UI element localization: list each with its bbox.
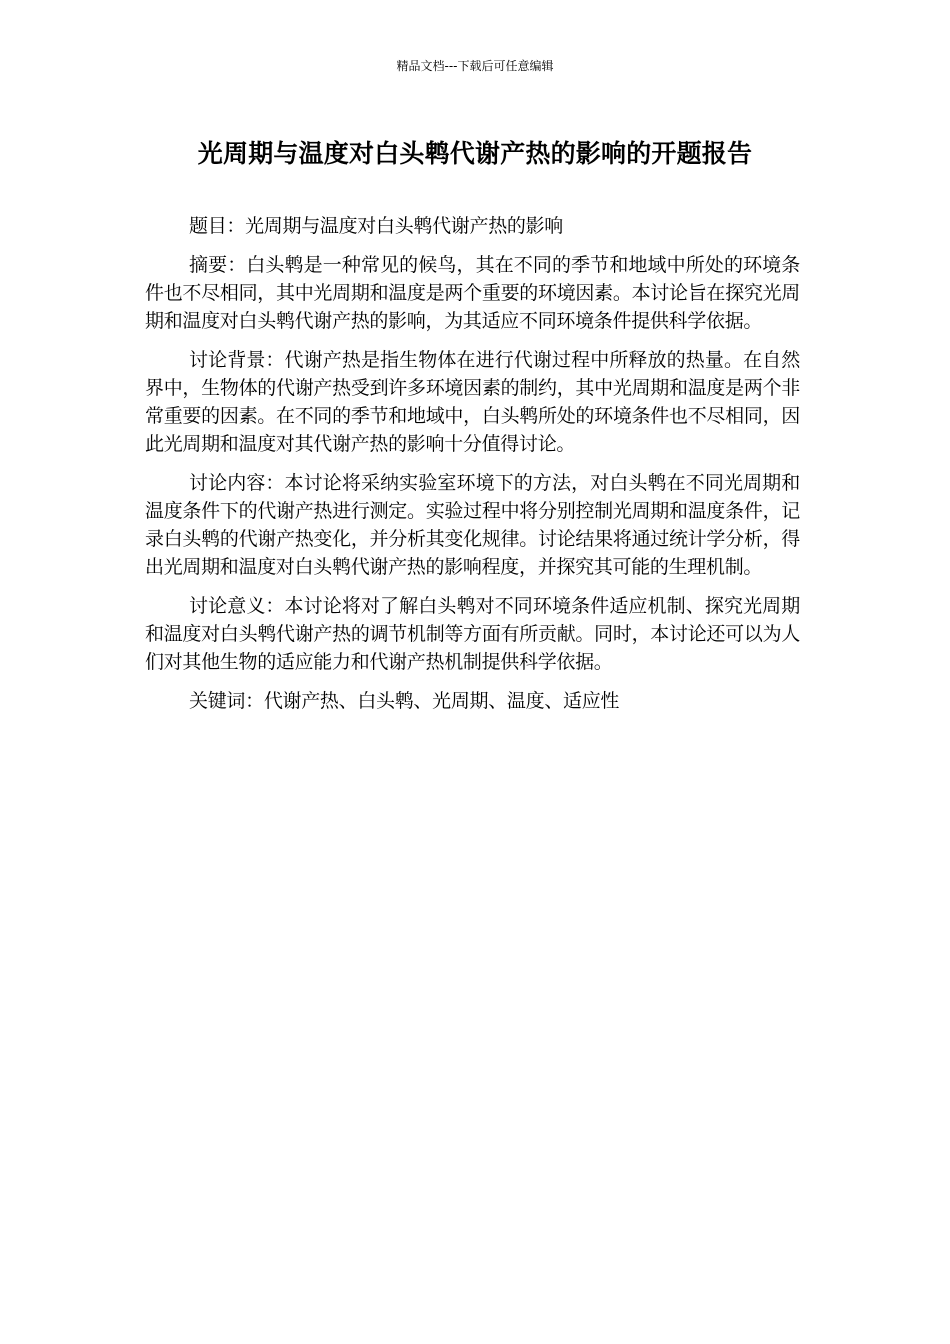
paragraph-label: 讨论意义： [189,595,285,617]
paragraph-content [145,469,800,581]
paragraph-text: 代谢产热是指生物体在进行代谢过程中所释放的热量。在自然界中，生物体的代谢产热受到许多环境因素的制约，其中光周期和温度是两个非常重要的因素。在不同的季节和地域中，白头鹎所处的环境条件也不尽相同，因此光周期和温度对其代谢产热的影响十分值得讨论。 [145,349,800,455]
paragraph-keywords [145,687,800,715]
document-body [145,212,800,726]
paragraph-label: 题目： [189,215,246,237]
paragraph-text: 光周期与温度对白头鹎代谢产热的影响 [245,215,564,237]
paragraph-text: 本讨论将对了解白头鹎对不同环境条件适应机制、探究光周期和温度对白头鹎代谢产热的调节机制等方面有所贡献。同时，本讨论还可以为人们对其他生物的适应能力和代谢产热机制提供科学依据。 [145,595,800,673]
paragraph-abstract [145,251,800,335]
header-note: 精品文档---下载后可任意编辑 [396,59,554,73]
paragraph-label: 讨论背景： [189,349,285,371]
paragraph-text: 代谢产热、白头鹎、光周期、温度、适应性 [263,690,620,712]
paragraph-label: 摘要： [189,254,247,276]
paragraph-text: 白头鹎是一种常见的候鸟，其在不同的季节和地域中所处的环境条件也不尽相同，其中光周期和温度是两个重要的环境因素。本讨论旨在探究光周期和温度对白头鹎代谢产热的影响，为其适应不同环境条件提供科学依据。 [145,254,800,332]
paragraph-background [145,346,800,458]
paragraph-significance [145,592,800,676]
paragraph-topic [145,212,800,240]
paragraph-label: 关键词： [189,690,264,712]
document-title: 光周期与温度对白头鹎代谢产热的影响的开题报告 [197,139,753,168]
paragraph-label: 讨论内容： [189,472,285,494]
paragraph-text: 本讨论将采纳实验室环境下的方法，对白头鹎在不同光周期和温度条件下的代谢产热进行测定。实验过程中将分别控制光周期和温度条件，记录白头鹎的代谢产热变化，并分析其变化规律。讨论结果将通过统计学分析，得出光周期和温度对白头鹎代谢产热的影响程度，并探究其可能的生理机制。 [145,472,800,578]
